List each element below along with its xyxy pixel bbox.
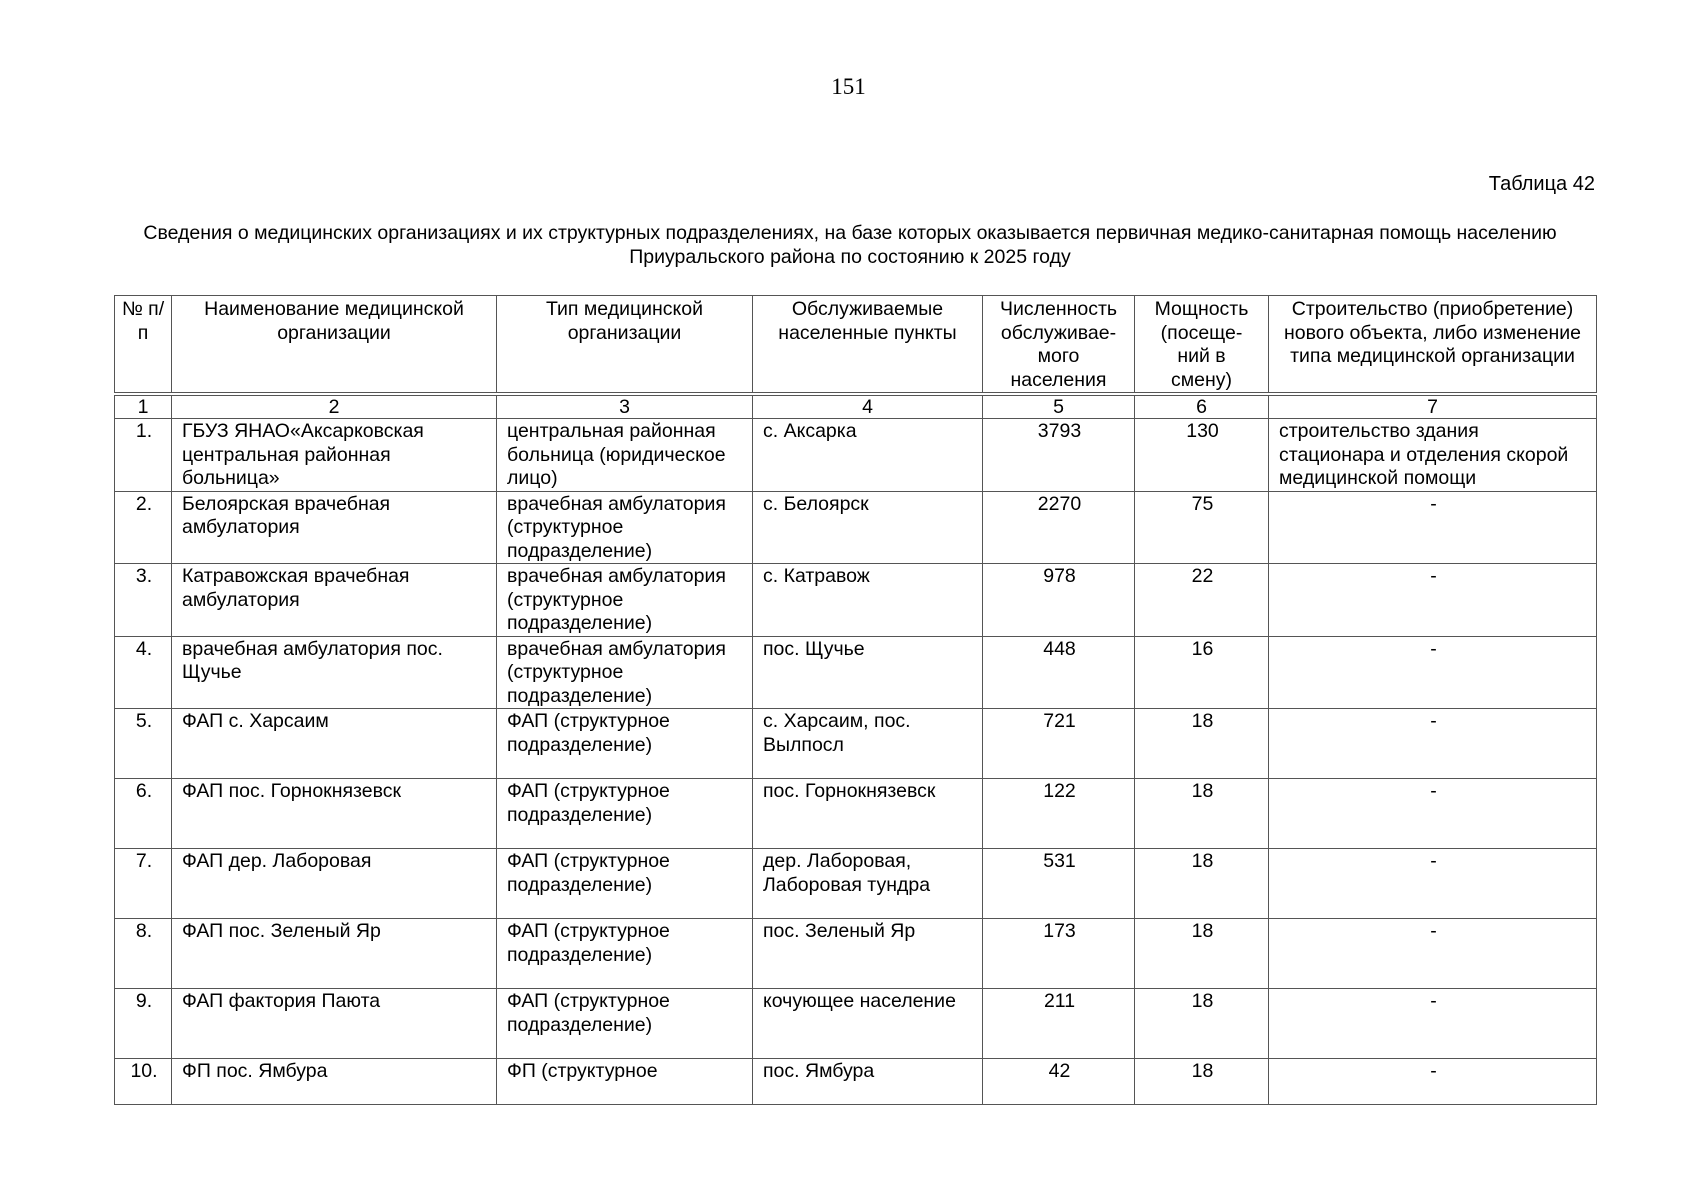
- table-row: [115, 564, 1597, 637]
- served-places: пос. Горнокнязевск: [753, 779, 983, 849]
- construction: -: [1269, 1059, 1597, 1105]
- organization-name: ФАП фактория Паюта: [172, 989, 497, 1059]
- organization-type: ФАП (структурное подразделение): [497, 989, 753, 1059]
- population: 211: [983, 989, 1135, 1059]
- served-places: дер. Лаборовая, Лаборовая тундра: [753, 849, 983, 919]
- row-number: 8.: [115, 919, 172, 989]
- capacity: 22: [1135, 564, 1269, 637]
- organization-type: ФАП (структурное подразделение): [497, 709, 753, 779]
- row-number: 1.: [115, 419, 172, 492]
- organization-name: ГБУЗ ЯНАО«Аксарковская центральная районная больница»: [172, 419, 497, 492]
- served-places: пос. Щучье: [753, 636, 983, 709]
- organization-type: врачебная амбулатория (структурное подразделение): [497, 564, 753, 637]
- served-places: с. Катравож: [753, 564, 983, 637]
- table-row: [115, 636, 1597, 709]
- organization-type: ФАП (структурное подразделение): [497, 779, 753, 849]
- served-places: с. Аксарка: [753, 419, 983, 492]
- header-capacity: Мощность (посеще-ний в смену): [1135, 296, 1269, 395]
- served-places: пос. Зеленый Яр: [753, 919, 983, 989]
- medical-organizations-table: [114, 295, 1597, 1105]
- capacity: 16: [1135, 636, 1269, 709]
- table-row: [115, 919, 1597, 989]
- organization-type: ФАП (структурное подразделение): [497, 849, 753, 919]
- table-row: [115, 1059, 1597, 1105]
- column-number: 5: [983, 394, 1135, 419]
- capacity: 18: [1135, 919, 1269, 989]
- served-places: с. Белоярск: [753, 491, 983, 564]
- population: 448: [983, 636, 1135, 709]
- organization-name: ФАП пос. Зеленый Яр: [172, 919, 497, 989]
- table-row: [115, 849, 1597, 919]
- organization-name: Катравожская врачебная амбулатория: [172, 564, 497, 637]
- table-title: [110, 221, 1590, 269]
- construction: -: [1269, 849, 1597, 919]
- column-number: 2: [172, 394, 497, 419]
- capacity: 18: [1135, 849, 1269, 919]
- table-row: [115, 419, 1597, 492]
- population: 2270: [983, 491, 1135, 564]
- organization-name: врачебная амбулатория пос. Щучье: [172, 636, 497, 709]
- header-name: Наименование медицинской организации: [172, 296, 497, 395]
- organization-type: центральная районная больница (юридическое лицо): [497, 419, 753, 492]
- column-number: 4: [753, 394, 983, 419]
- header-type: Тип медицинской организации: [497, 296, 753, 395]
- organization-name: ФАП дер. Лаборовая: [172, 849, 497, 919]
- capacity: 75: [1135, 491, 1269, 564]
- header-places: Обслуживаемые населенные пункты: [753, 296, 983, 395]
- population: 978: [983, 564, 1135, 637]
- row-number: 5.: [115, 709, 172, 779]
- capacity: 18: [1135, 709, 1269, 779]
- capacity: 18: [1135, 1059, 1269, 1105]
- organization-name: ФАП пос. Горнокнязевск: [172, 779, 497, 849]
- construction: -: [1269, 636, 1597, 709]
- row-number: 3.: [115, 564, 172, 637]
- construction: -: [1269, 989, 1597, 1059]
- capacity: 130: [1135, 419, 1269, 492]
- organization-type: врачебная амбулатория (структурное подразделение): [497, 636, 753, 709]
- construction: строительство здания стационара и отделения скорой медицинской помощи: [1269, 419, 1597, 492]
- header-row: [115, 296, 1597, 395]
- header-num: № п/п: [115, 296, 172, 395]
- organization-type: ФАП (структурное подразделение): [497, 919, 753, 989]
- population: 42: [983, 1059, 1135, 1105]
- header-construction: Строительство (приобретение) нового объекта, либо изменение типа медицинской организации: [1269, 296, 1597, 395]
- construction: -: [1269, 709, 1597, 779]
- header-population: Численность обслуживае-мого населения: [983, 296, 1135, 395]
- row-number: 7.: [115, 849, 172, 919]
- construction: -: [1269, 919, 1597, 989]
- capacity: 18: [1135, 779, 1269, 849]
- table-label: Таблица 42: [1488, 173, 1595, 195]
- organization-name: ФАП с. Харсаим: [172, 709, 497, 779]
- row-number: 4.: [115, 636, 172, 709]
- organization-name: Белоярская врачебная амбулатория: [172, 491, 497, 564]
- served-places: с. Харсаим, пос. Вылпосл: [753, 709, 983, 779]
- column-number: 7: [1269, 394, 1597, 419]
- column-number: 6: [1135, 394, 1269, 419]
- population: 3793: [983, 419, 1135, 492]
- row-number: 2.: [115, 491, 172, 564]
- column-number: 3: [497, 394, 753, 419]
- table-title-line-2: Приуральского района по состоянию к 2025 году: [629, 246, 1071, 268]
- construction: -: [1269, 779, 1597, 849]
- row-number: 10.: [115, 1059, 172, 1105]
- table-row: [115, 491, 1597, 564]
- organization-type: ФП (структурное: [497, 1059, 753, 1105]
- organization-type: врачебная амбулатория (структурное подразделение): [497, 491, 753, 564]
- table-row: [115, 989, 1597, 1059]
- row-number: 6.: [115, 779, 172, 849]
- column-number: 1: [115, 394, 172, 419]
- construction: -: [1269, 564, 1597, 637]
- population: 721: [983, 709, 1135, 779]
- table-row: [115, 709, 1597, 779]
- served-places: пос. Ямбура: [753, 1059, 983, 1105]
- table-row: [115, 779, 1597, 849]
- table-title-line-1: Сведения о медицинских организациях и их структурных подразделениях, на базе которых оказывается первичная медико-санитарная помощь населению: [143, 222, 1557, 244]
- population: 531: [983, 849, 1135, 919]
- served-places: кочующее население: [753, 989, 983, 1059]
- capacity: 18: [1135, 989, 1269, 1059]
- row-number: 9.: [115, 989, 172, 1059]
- page-number: 151: [831, 74, 866, 99]
- organization-name: ФП пос. Ямбура: [172, 1059, 497, 1105]
- population: 173: [983, 919, 1135, 989]
- population: 122: [983, 779, 1135, 849]
- column-number-row: [115, 394, 1597, 419]
- construction: -: [1269, 491, 1597, 564]
